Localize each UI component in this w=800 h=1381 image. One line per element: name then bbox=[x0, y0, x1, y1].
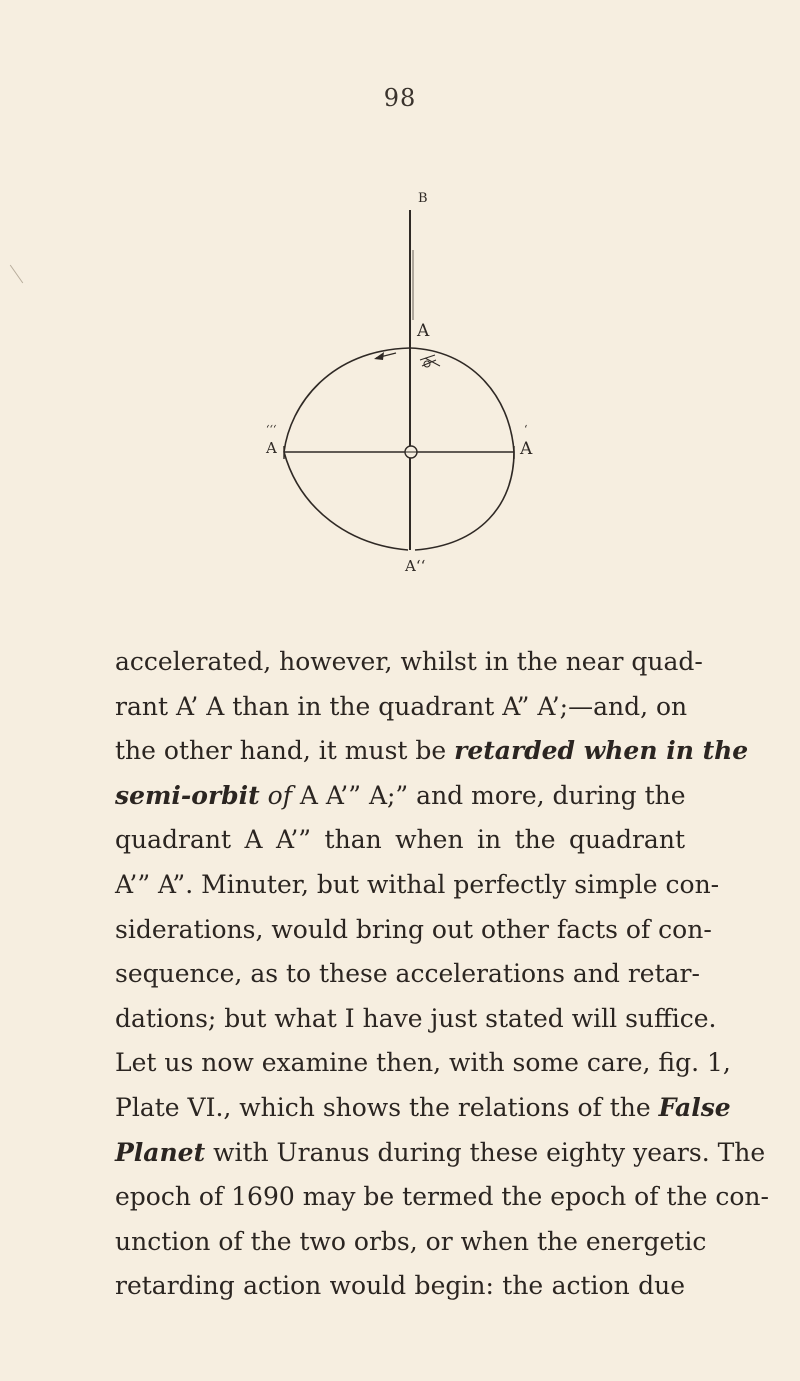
text-line-3-emphasis: retarded when in the bbox=[454, 736, 749, 766]
text-line-12 bbox=[115, 1131, 766, 1176]
label-left-marks: ‘‘‘ bbox=[266, 423, 277, 436]
body-text bbox=[115, 640, 769, 1309]
orbit-upper-right bbox=[410, 348, 514, 452]
text-line-11-plain: Plate VI., which shows the relations of the bbox=[115, 1092, 659, 1122]
orbit-diagram bbox=[266, 190, 570, 590]
text-line-4-plain: A A’” A;” and more, during the bbox=[291, 780, 686, 810]
paper-blemish bbox=[10, 265, 23, 284]
sun-symbol-icon bbox=[420, 355, 440, 367]
label-a-top: A bbox=[417, 321, 430, 341]
text-line-1: accelerated, however, whilst in the near quad- bbox=[115, 647, 703, 676]
text-line-4-emphasis-1: semi-orbit bbox=[115, 780, 260, 810]
orbit-lower-left bbox=[284, 452, 408, 550]
text-line-4 bbox=[115, 774, 685, 819]
label-a-bottom: A‘‘ bbox=[405, 557, 426, 575]
text-line-12-plain: with Uranus during these eighty years. The bbox=[205, 1137, 766, 1167]
text-line-7: siderations, would bring out other facts of con- bbox=[115, 914, 712, 944]
text-line-11-emphasis: False bbox=[658, 1092, 731, 1122]
text-line-6: A’” A”. Minuter, but withal perfectly simple con- bbox=[115, 869, 720, 899]
text-line-3 bbox=[115, 729, 749, 774]
text-line-14: unction of the two orbs, or when the energetic bbox=[115, 1226, 707, 1256]
text-line-4-emphasis-2: of bbox=[267, 780, 292, 810]
text-line-11 bbox=[115, 1086, 731, 1131]
text-line-8: sequence, as to these accelerations and retar- bbox=[115, 959, 700, 989]
orbit-lower-right bbox=[415, 452, 514, 550]
text-line-15: retarding action would begin: the action due bbox=[115, 1271, 685, 1301]
label-a-right: A bbox=[520, 439, 533, 459]
label-right-mark: ‘ bbox=[524, 423, 528, 436]
label-a-left: A bbox=[266, 439, 277, 457]
text-line-5: quadrant A A’” than when in the quadrant bbox=[115, 825, 685, 855]
text-line-13: epoch of 1690 may be termed the epoch of the con- bbox=[115, 1182, 769, 1212]
orbit-diagram-svg bbox=[270, 190, 570, 590]
text-line-4-space bbox=[260, 781, 268, 810]
text-line-9: dations; but what I have just stated will suffice. bbox=[115, 1003, 717, 1033]
label-b: B bbox=[418, 191, 428, 206]
text-line-10: Let us now examine then, with some care, fig. 1, bbox=[115, 1048, 731, 1078]
text-line-3-plain: the other hand, it must be bbox=[115, 736, 455, 766]
orbit-upper-left bbox=[284, 348, 410, 452]
page-number: 98 bbox=[383, 84, 417, 112]
text-line-12-emphasis: Planet bbox=[115, 1137, 206, 1167]
text-line-2: rant A’ A than in the quadrant A” A’;—and, on bbox=[115, 691, 688, 721]
